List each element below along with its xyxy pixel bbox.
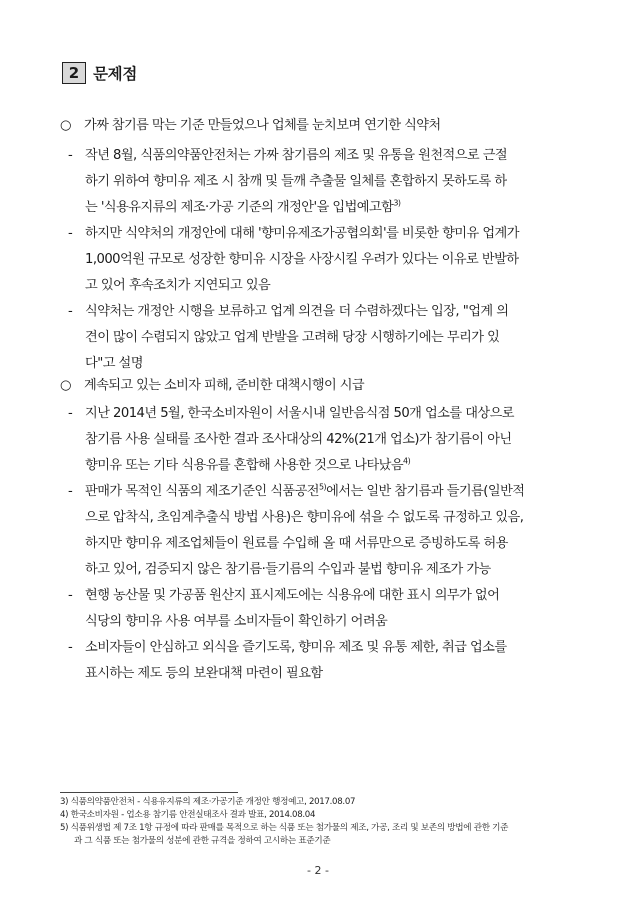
footnote-continuation: 과 그 식품 또는 첨가물의 성분에 관한 규격을 정하여 고시하는 표준기준 — [74, 836, 331, 846]
footnotes — [60, 796, 580, 848]
list-item: - 판매가 목적인 식품의 제조기준인 식품공전$^{5)}$에서는 일반 참기름과 들기름(일반적 으로 압착식, 초임계추출식 방법 사용)은 향미유에 섞을 수 없도록 규정하고 있음, 하지만 향미유 제조업체들이 원료를 수입해 올 때 서류만으로 증빙하도록 허용 하고 있어, 검증되지 않은 참기름·들기름의 수입과 불법 향미유 제조가 가능 — [60, 479, 580, 583]
footnote-ref: 4) — [403, 456, 411, 466]
footnote: 4) 한국소비자원 - 업소용 참기름 안전실태조사 결과 발표, 2014.08.04 — [60, 810, 316, 820]
list-item: - 현행 농산물 및 가공품 원산지 표시제도에는 식용유에 대한 표시 의무가 없어 식당의 향미유 사용 여부를 소비자들이 확인하기 어려움 — [60, 583, 580, 635]
dash-bullet-icon: - — [68, 640, 73, 655]
page-number: - 2 - — [307, 864, 329, 877]
footnote-divider — [60, 792, 238, 793]
section-title: 문제점 — [93, 65, 138, 83]
dash-bullet-icon: - — [68, 406, 73, 421]
list-item: - 하지만 식약처의 개정안에 대해 '향미유제조가공협의회'를 비롯한 향미유 업계가 1,000억원 규모로 성장한 향미유 시장을 사장시킬 우려가 있다는 이유로 반발하 고 있어 후속조치가 지연되고 있음 — [60, 221, 580, 299]
dash-bullet-icon: - — [68, 148, 73, 163]
list-item: - 지난 2014년 5월, 한국소비자원이 서울시내 일반음식점 50개 업소를 대상으로 참기름 사용 실태를 조사한 결과 조사대상의 42%(21개 업소)가 참기름이 아닌 향미유 또는 기타 식용유를 혼합해 사용한 것으로 나타났음$^{4)}$ — [60, 401, 580, 479]
section-number-box: 2 — [62, 62, 86, 84]
list-item: - 작년 8월, 식품의약품안전처는 가짜 참기름의 제조 및 유통을 원천적으로 근절 하기 위하여 향미유 제조 시 참깨 및 들깨 추출물 일체를 혼합하지 못하도록 하 는 '식용유지류의 제조·가공 기준의 개정안'을 입법예고함$^{3)}$ — [60, 143, 580, 221]
footnote-ref: 5) — [318, 482, 327, 492]
list-item: - 식약처는 개정안 시행을 보류하고 업계 의견을 더 수렴하겠다는 입장, "업계 의 견이 많이 수렴되지 않았고 업계 반발을 고려해 당장 시행하기에는 무리가 있 다"고 설명 — [60, 299, 580, 377]
circle-bullet-icon: ○ — [60, 378, 71, 393]
issue-block-1 — [60, 115, 580, 377]
section-heading — [62, 62, 137, 84]
issue-block-2 — [60, 375, 580, 687]
dash-bullet-icon: - — [68, 484, 73, 499]
dash-bullet-icon: - — [68, 304, 73, 319]
issue-heading: ○ 가짜 참기름 막는 기준 만들었으나 업체를 눈치보며 연기한 식약처 — [60, 115, 580, 137]
footnote-ref: 3) — [393, 198, 401, 208]
dash-bullet-icon: - — [68, 588, 73, 603]
footnote: 5) 식품위생법 제 7조 1항 규정에 따라 판매를 목적으로 하는 식품 또는 첨가물의 제조, 가공, 조리 및 보존의 방법에 관한 기준 — [60, 823, 509, 833]
list-item: - 소비자들이 안심하고 외식을 즐기도록, 향미유 제조 및 유통 제한, 취급 업소를 표시하는 제도 등의 보완대책 마련이 필요함 — [60, 635, 580, 687]
footnote: 3) 식품의약품안전처 - 식용유지류의 제조·가공기준 개정안 행정예고, 2017.08.07 — [60, 797, 356, 807]
issue-heading: ○ 계속되고 있는 소비자 피해, 준비한 대책시행이 시급 — [60, 375, 580, 397]
dash-bullet-icon: - — [68, 226, 73, 241]
circle-bullet-icon: ○ — [60, 118, 71, 133]
